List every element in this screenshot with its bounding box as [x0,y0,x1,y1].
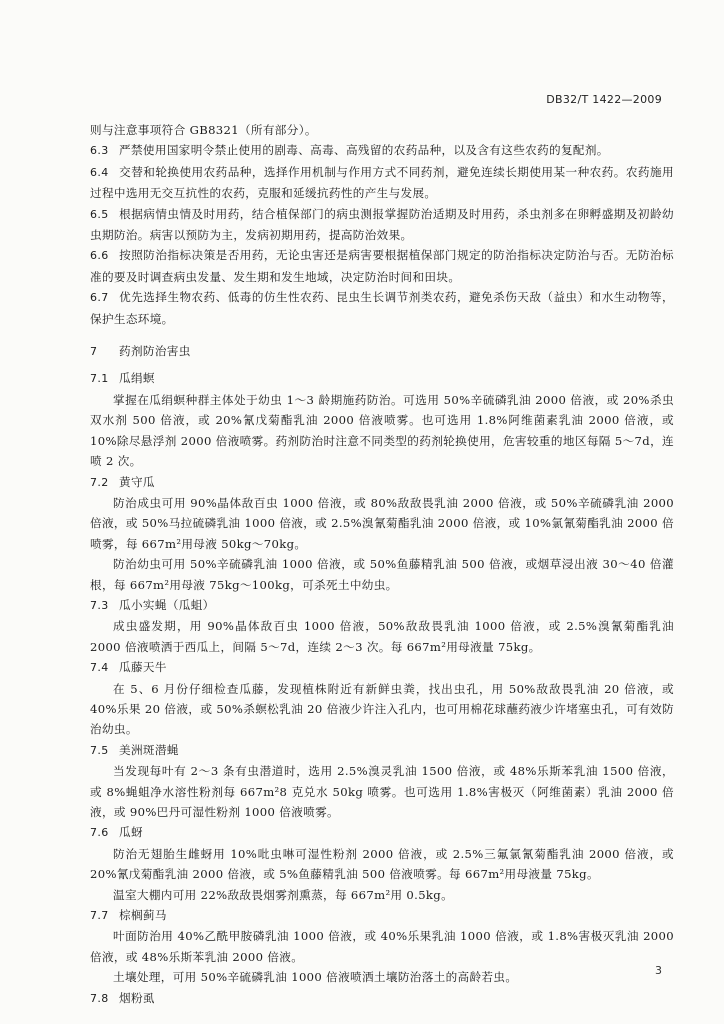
section-heading [90,905,674,926]
clause-item [90,287,674,329]
clause-text: 交替和轮换使用农药品种，选择作用机制与作用方式不同药剂，避免连续长期使用某一种农药。农药施用过程中选用无交互抗性的农药，克服和延缓抗药性的产生与发展。 [90,164,674,201]
clause-number: 6.4 [90,165,109,179]
body-paragraph: 防治幼虫可用 50%辛硫磷乳油 1000 倍液，或 50%鱼藤精乳油 500 倍液，或烟草浸出液 30～40 倍灌根，每 667m²用母液 75kg～100kg，可杀死土中幼虫。 [90,557,674,592]
section-heading [90,472,674,493]
clause-number: 7.8 [90,991,109,1005]
clause-text: 严禁使用国家明令禁止使用的剧毒、高毒、高残留的农药品种，以及含有这些农药的复配剂。 [119,143,609,158]
section-heading [90,595,674,616]
clause-number: 6.5 [90,207,109,221]
section-heading [90,368,674,389]
standard-code-header: DB32/T 1422—2009 [546,93,662,106]
clause-item [90,204,674,246]
heading-text: 瓜藤天牛 [119,660,167,675]
heading-text: 药剂防治害虫 [119,344,191,359]
clause-number: 7.6 [90,826,109,840]
heading-text: 瓜小实蝇（瓜蛆） [119,597,215,612]
document-body [90,120,674,1009]
heading-text: 瓜绢螟 [119,371,155,386]
clause-number: 7.5 [90,743,109,757]
heading-text: 棕榈蓟马 [119,908,167,923]
clause-item [90,245,674,287]
heading-text: 瓜蚜 [119,825,143,840]
clause-number: 7.2 [90,475,109,489]
clause-text: 根据病情虫情及时用药，结合植保部门的病虫测报掌握防治适期及时用药，杀虫剂多在卵孵盛期及初龄幼虫期防治。病害以预防为主，发病初期用药，提高防治效果。 [90,206,674,243]
body-paragraph: 防治无翅胎生雌蚜用 10%吡虫啉可湿性粉剂 2000 倍液，或 2.5%三氟氯氰菊酯乳油 2000 倍液，或 20%氰戊菊酯乳油 2000 倍液，或 5%鱼藤精乳油 500 倍液喷雾。每 667m²用母液量 75kg。 [90,846,674,882]
section-heading [90,740,674,761]
clause-number: 7 [90,345,98,359]
body-paragraph: 则与注意事项符合 GB8321（所有部分）。 [90,123,317,137]
clause-number: 6.3 [90,144,109,158]
clause-number: 7.4 [90,661,109,675]
body-paragraph: 成虫盛发期，用 90%晶体敌百虫 1000 倍液，50%敌敌畏乳油 1000 倍液，或 2.5%溴氰菊酯乳油 2000 倍液喷洒于西瓜上，间隔 5～7d，连续 2～3 次。每 667m²用母液量 75kg。 [90,619,674,654]
body-paragraph: 掌握在瓜绢螟种群主体处于幼虫 1～3 龄期施药防治。可选用 50%辛硫磷乳油 2000 倍液，或 20%杀虫双水剂 500 倍液，或 20%氰戊菊酯乳油 2000 倍液喷雾。也可选用 1.8%阿维菌素乳油 2000 倍液，或 10%除尽悬浮剂 2000 倍液喷雾。药剂防治时注意不同类型的药剂轮换使用，危害较重的地区每隔 5～7d，连喷 2 次。 [90,392,674,469]
clause-item [90,162,674,204]
section-heading [90,822,674,843]
section-heading [90,988,674,1009]
clause-number: 6.7 [90,291,109,305]
clause-number: 7.3 [90,598,109,612]
body-paragraph: 当发现每叶有 2～3 条有虫潜道时，选用 2.5%溴灵乳油 1500 倍液，或 48%乐斯苯乳油 1500 倍液，或 8%蝇蛆净水溶性粉剂每 667m²8 克兑水 50kg 喷雾。也可选用 1.8%害极灭（阿维菌素）乳油 2000 倍液，或 90%巴丹可湿性粉剂 1000 倍液喷雾。 [90,764,674,819]
clause-number: 7.1 [90,372,109,386]
page-number: 3 [655,964,662,977]
clause-item [90,140,674,161]
body-paragraph: 土壤处理，可用 50%辛硫磷乳油 1000 倍液喷洒土壤防治落土的高龄若虫。 [113,970,518,985]
body-paragraph: 叶面防治用 40%乙酰甲胺磷乳油 1000 倍液，或 40%乐果乳油 1000 倍液，或 1.8%害极灭乳油 2000 倍液，或 48%乐斯苯乳油 2000 倍液。 [90,929,674,964]
heading-text: 烟粉虱 [119,990,155,1005]
clause-text: 优先选择生物农药、低毒的仿生性农药、昆虫生长调节剂类农药，避免杀伤天敌（益虫）和水生动物等，保护生态环境。 [90,290,674,326]
body-paragraph: 防治成虫可用 90%晶体敌百虫 1000 倍液，或 80%敌敌畏乳油 2000 倍液，或 50%辛硫磷乳油 2000 倍液，或 50%马拉硫磷乳油 1000 倍液，或 2.5%溴氰菊酯乳油 2000 倍液，或 10%氯氰菊酯乳油 2000 倍喷雾，每 667m²用母液 50kg～70kg。 [90,495,674,551]
clause-text: 按照防治指标决策是否用药，无论虫害还是病害要根据植保部门规定的防治指标决定防治与否。无防治标准的要及时调查病虫发量、发生期和发生地域，决定防治时间和田块。 [90,248,674,284]
section-heading [90,657,674,678]
chapter-heading [90,341,674,362]
body-paragraph: 在 5、6 月份仔细检查瓜藤，发现植株附近有新鲜虫粪，找出虫孔，用 50%敌敌畏乳油 20 倍液，或 40%乐果 20 倍液，或 50%杀螟松乳油 20 倍液少许注入孔内，也可用棉花球蘸药液少许堵塞虫孔，可有效防治幼虫。 [90,681,675,737]
body-paragraph: 温室大棚内可用 22%敌敌畏烟雾剂熏蒸，每 667m²用 0.5kg。 [113,887,454,902]
heading-text: 美洲斑潜蝇 [119,742,179,757]
heading-text: 黄守瓜 [119,474,155,489]
clause-number: 6.6 [90,249,109,263]
clause-number: 7.7 [90,909,109,923]
